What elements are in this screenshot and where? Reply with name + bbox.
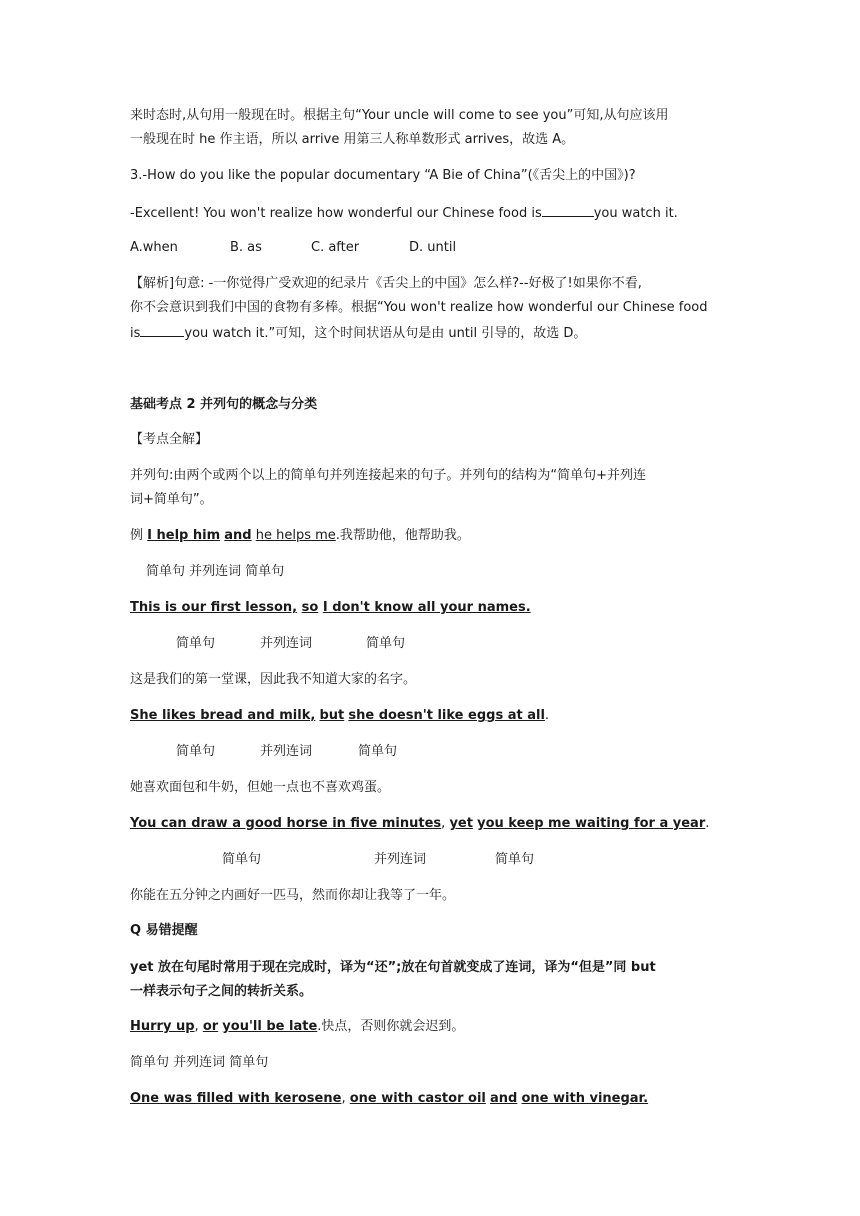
example-3 [130, 707, 549, 725]
simple-sentence-1: One was filled with kerosene [130, 1091, 342, 1106]
q3-options [130, 239, 456, 257]
example-5-structure-labels: 简单句 并列连词 简单句 [130, 1055, 269, 1070]
simple-sentence-1: This is our first lesson, [130, 600, 298, 615]
simple-sentence-1: I help him [147, 528, 221, 543]
simple-sentence-3: one with vinegar. [521, 1091, 649, 1106]
q3-answer-part-1: -Excellent! You won't realize how wonderful our Chinese food is [130, 206, 542, 221]
example-5 [130, 1018, 464, 1036]
conjunction: yet [449, 816, 473, 831]
q3-explanation-line-3-start: is [130, 326, 141, 341]
q3-answer [130, 203, 678, 223]
option-c: C. after [311, 240, 360, 255]
simple-sentence-1: Hurry up [130, 1019, 195, 1034]
comma: , [341, 1091, 346, 1106]
example-3-translation: 她喜欢面包和牛奶，但她一点也不喜欢鸡蛋。 [130, 780, 391, 795]
example-4 [130, 815, 709, 833]
conjunction: so [301, 600, 319, 615]
section-title: 基础考点 2 并列句的概念与分类 [130, 397, 318, 412]
simple-sentence-2: you keep me waiting for a year [477, 816, 706, 831]
definition-line-1: 并列句:由两个或两个以上的简单句并列连接起来的句子。并列句的结构为“简单句+并列连 [130, 468, 647, 483]
q3-answer-part-2: you watch it. [593, 206, 678, 221]
simple-sentence-2: she doesn't like eggs at all [348, 708, 545, 723]
comma: , [441, 816, 446, 831]
conjunction: and [224, 528, 252, 543]
example-4-label-2: 并列连词 [374, 852, 427, 867]
tip-line-1: yet 放在句尾时常用于现在完成时，译为“还”;放在句首就变成了连词，译为“但是”同 but [130, 960, 656, 975]
example-3-label-2: 并列连词 [260, 744, 313, 759]
section-subtitle: 【考点全解】 [130, 432, 209, 447]
example-1-structure-labels: 简单句 并列连词 简单句 [146, 564, 285, 579]
example-3-label-1: 简单句 [176, 744, 216, 759]
example-prefix: 例 [130, 528, 148, 543]
example-2-label-2: 并列连词 [260, 636, 313, 651]
simple-sentence-2: you'll be late [222, 1019, 318, 1034]
q3-explanation-line-3 [130, 323, 586, 343]
answer-blank [140, 323, 184, 337]
simple-sentence-2: one with castor oil [349, 1091, 486, 1106]
sentence-end: . [544, 708, 550, 723]
option-a: A.when [130, 240, 178, 255]
tip-line-2: 一样表示句子之间的转折关系。 [130, 984, 313, 999]
simple-sentence-2: I don't know all your names. [322, 600, 531, 615]
example-2-label-3: 简单句 [366, 636, 406, 651]
conjunction: and [490, 1091, 518, 1106]
example-4-label-1: 简单句 [222, 852, 262, 867]
simple-sentence-2: he helps me [255, 528, 336, 543]
q3-explanation-line-3-end: you watch it.”可知，这个时间状语从句是由 until 引导的，故选 D。 [184, 326, 587, 341]
example-2 [130, 599, 531, 617]
sentence-end: . [705, 816, 710, 831]
definition-line-2: 词+简单句”。 [130, 492, 213, 507]
example-2-translation: 这是我们的第一堂课，因此我不知道大家的名字。 [130, 672, 417, 687]
option-b: B. as [230, 240, 262, 255]
example-4-label-3: 简单句 [495, 852, 535, 867]
example-2-label-1: 简单句 [176, 636, 216, 651]
conjunction: but [319, 708, 345, 723]
q2-explanation-line-2: 一般现在时 he 作主语，所以 arrive 用第三人称单数形式 arrives，故选 A。 [130, 132, 575, 147]
example-3-label-3: 简单句 [358, 744, 398, 759]
conjunction: or [202, 1019, 219, 1034]
tip-title: Q 易错提醒 [130, 923, 198, 938]
q2-explanation-line-1: 来时态时,从句用一般现在时。根据主句“Your uncle will come to see you”可知,从句应该用 [130, 108, 669, 123]
example-6 [130, 1090, 648, 1108]
simple-sentence-1: She likes bread and milk, [130, 708, 316, 723]
option-d: D. until [409, 240, 457, 255]
example-4-translation: 你能在五分钟之内画好一匹马，然而你却让我等了一年。 [130, 888, 456, 903]
translation: .快点，否则你就会迟到。 [317, 1019, 465, 1034]
translation: .我帮助他，他帮助我。 [335, 528, 470, 543]
simple-sentence-1: You can draw a good horse in five minutes [130, 816, 442, 831]
comma: , [194, 1019, 199, 1034]
answer-blank [542, 203, 594, 217]
q3-explanation-line-2: 你不会意识到我们中国的食物有多棒。根据“You won't realize how wonderful our Chinese food [130, 300, 708, 315]
q3-explanation-line-1: 【解析]句意: -一你觉得广受欢迎的纪录片《舌尖上的中国》怎么样?--好极了!如果你不看, [130, 276, 642, 291]
q3-question: 3.-How do you like the popular documentary “A Bie of China”(《舌尖上的中国》)? [130, 168, 636, 183]
example-1 [130, 527, 470, 545]
